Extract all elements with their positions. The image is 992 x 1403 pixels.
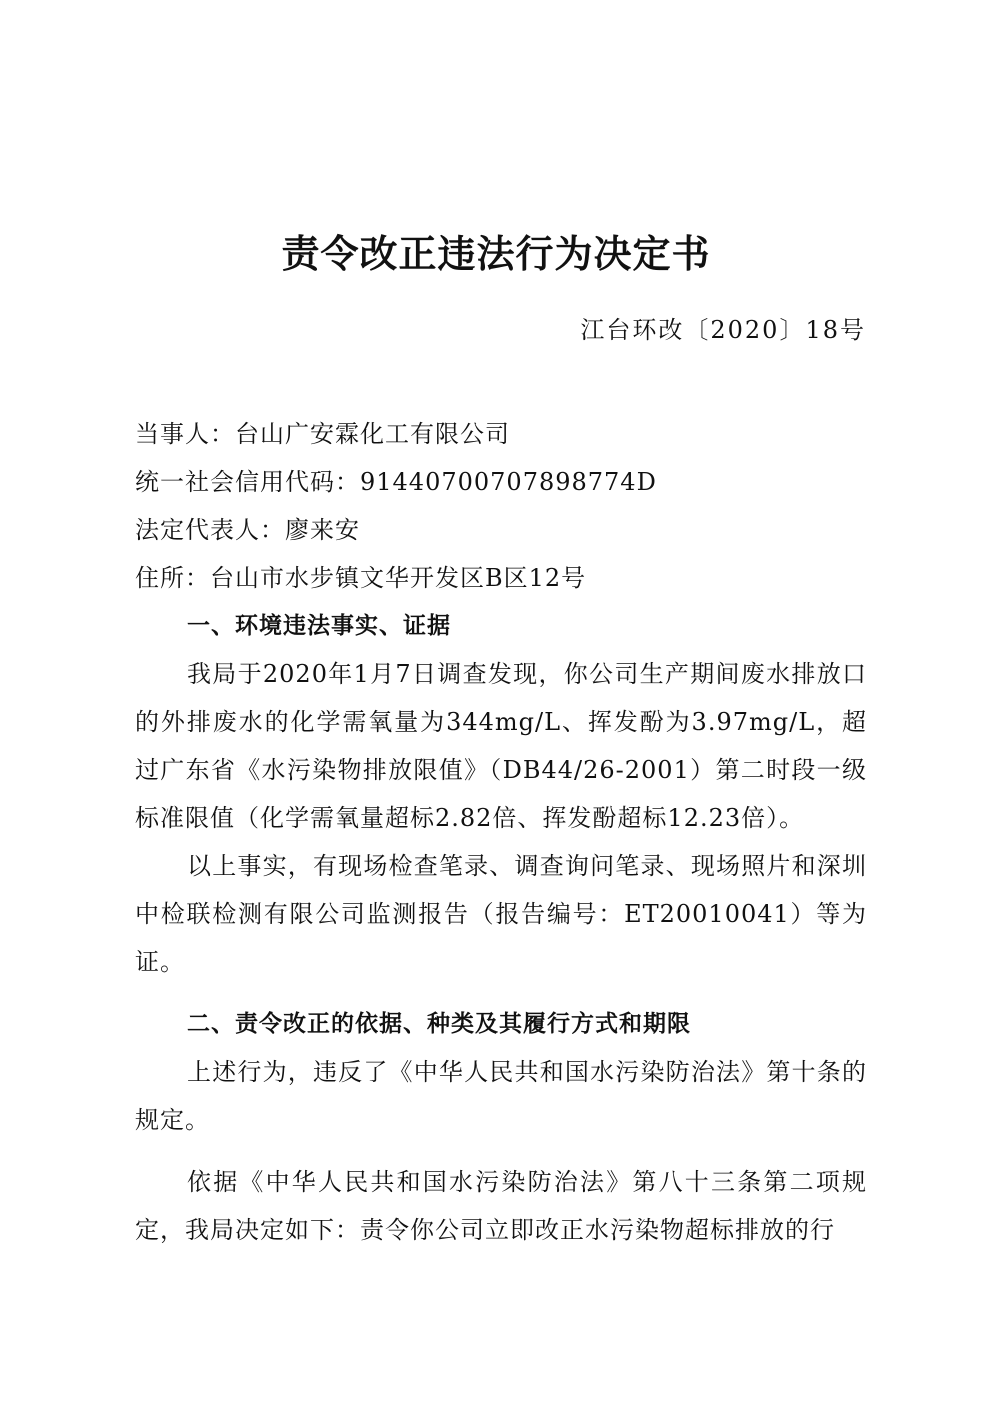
credit-code-line: 统一社会信用代码：91440700707898774D: [135, 468, 657, 496]
legal-representative-line: 法定代表人：廖来安: [135, 516, 360, 544]
section2-paragraph-decision: 依据《中华人民共和国水污染防治法》第八十三条第二项规定，我局决定如下：责令你公司立即改正水污染物超标排放的行: [135, 1168, 867, 1244]
party-line: 当事人：台山广安霖化工有限公司: [135, 420, 510, 448]
document-number: 江台环改〔2020〕18号: [580, 316, 866, 344]
document-title: 责令改正违法行为决定书: [281, 232, 711, 276]
section2-paragraph-violation: 上述行为，违反了《中华人民共和国水污染防治法》第十条的规定。: [135, 1058, 867, 1134]
section2-heading: 二、责令改正的依据、种类及其履行方式和期限: [187, 1011, 691, 1037]
document-body: [135, 410, 867, 1254]
address-line: 住所：台山市水步镇文华开发区B区12号: [135, 564, 587, 592]
section1-paragraph-facts: 我局于2020年1月7日调查发现，你公司生产期间废水排放口的外排废水的化学需氧量为344mg/L、挥发酚为3.97mg/L，超过广东省《水污染物排放限值》（DB44/26-2001）第二时段一级标准限值（化学需氧量超标2.82倍、挥发酚超标12.23倍）。: [135, 660, 867, 832]
section1-heading: 一、环境违法事实、证据: [187, 613, 451, 639]
section1-paragraph-evidence: 以上事实，有现场检查笔录、调查询问笔录、现场照片和深圳中检联检测有限公司监测报告（报告编号：ET20010041）等为证。: [135, 852, 867, 976]
